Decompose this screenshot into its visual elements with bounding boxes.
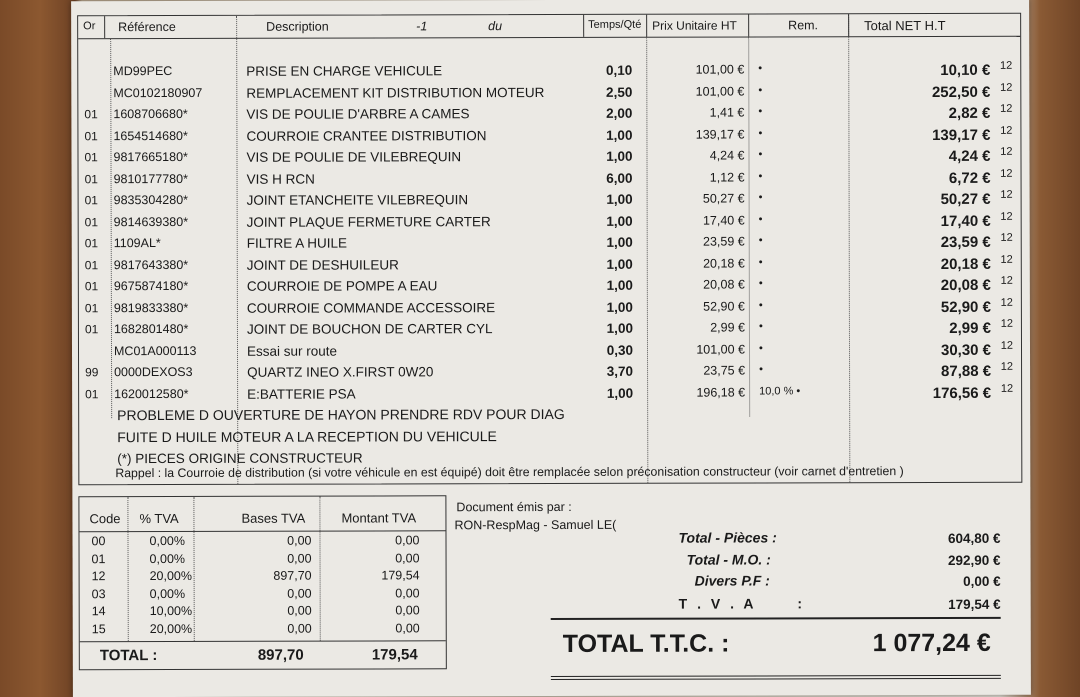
line-vat-code: 12 xyxy=(1000,145,1013,158)
line-total: 2,82 € xyxy=(948,104,991,122)
col-divider xyxy=(646,15,647,37)
vat-base: 0,00 xyxy=(287,603,312,618)
note-rappel: Rappel : la Courroie de distribution (si votre véhicule en est équipé) doit être remplacée selon préconisation constructeur (voir carnet d'entretien ) xyxy=(115,464,904,481)
line-description: JOINT DE DESHUILEUR xyxy=(246,256,399,273)
line-or: 01 xyxy=(84,171,98,186)
line-total: 20,18 € xyxy=(940,255,991,273)
line-vat-code: 12 xyxy=(1000,231,1013,244)
line-or: 01 xyxy=(85,386,99,401)
vat-code: 12 xyxy=(91,569,106,584)
line-or: 01 xyxy=(84,279,99,294)
line-unit-price: 23,75 € xyxy=(703,363,746,378)
note-origine: (*) PIECES ORIGINE CONSTRUCTEUR xyxy=(117,450,363,467)
vat-row xyxy=(80,586,446,601)
line-rem: • xyxy=(758,255,763,268)
line-rem: • xyxy=(759,363,763,376)
table-row xyxy=(79,382,1021,405)
vat-amount: 0,00 xyxy=(395,603,420,618)
vat-header-rate: % TVA xyxy=(139,510,179,527)
line-description: REMPLACEMENT KIT DISTRIBUTION MOTEUR xyxy=(246,84,545,101)
line-or: 01 xyxy=(84,128,98,143)
summary-value: 292,90 € xyxy=(947,552,1001,568)
summary-value: 179,54 € xyxy=(948,596,1001,612)
vat-amount: 0,00 xyxy=(395,550,420,565)
line-vat-code: 12 xyxy=(1000,296,1013,309)
vat-code: 01 xyxy=(91,551,106,566)
line-total: 2,99 € xyxy=(949,319,991,337)
vat-code: 00 xyxy=(91,534,106,549)
vat-table xyxy=(78,495,446,670)
line-reference: MC01A000113 xyxy=(113,343,197,358)
line-unit-price: 17,40 € xyxy=(702,212,745,228)
line-total: 139,17 € xyxy=(932,126,991,144)
line-rem: • xyxy=(758,105,763,118)
vat-header-amount: Montant TVA xyxy=(341,510,417,526)
vat-base: 0,00 xyxy=(287,586,312,601)
vat-base: 0,00 xyxy=(287,551,312,566)
issued-by-name: RON-RespMag - Samuel LE( xyxy=(454,517,617,533)
summary-label: Total - Pièces : xyxy=(678,529,777,546)
line-rem: • xyxy=(758,191,763,204)
line-rem: • xyxy=(758,169,763,182)
line-qty: 1,00 xyxy=(606,385,634,401)
line-unit-price: 101,00 € xyxy=(695,62,745,77)
line-description: FILTRE A HUILE xyxy=(246,235,348,251)
line-description: JOINT DE BOUCHON DE CARTER CYL xyxy=(246,321,493,337)
vat-total-row xyxy=(80,640,446,670)
line-total: 6,72 € xyxy=(948,169,991,187)
line-or: 01 xyxy=(84,322,99,337)
vat-base: 0,00 xyxy=(287,533,312,548)
line-qty: 1,00 xyxy=(606,213,633,229)
line-unit-price: 139,17 € xyxy=(695,126,745,142)
summary-label: Total - M.O. : xyxy=(686,551,771,568)
vat-row xyxy=(80,568,446,583)
vat-rate: 0,00% xyxy=(149,551,186,566)
line-rem: • xyxy=(758,212,763,225)
table-row xyxy=(79,232,1021,255)
table-header xyxy=(78,14,1020,39)
line-description: COURROIE COMMANDE ACCESSOIRE xyxy=(246,299,496,316)
line-rem: • xyxy=(758,234,763,247)
line-description: PRISE EN CHARGE VEHICULE xyxy=(246,63,443,79)
line-vat-code: 12 xyxy=(1000,102,1013,115)
table-row xyxy=(78,103,1020,126)
line-unit-price: 1,41 € xyxy=(709,105,745,120)
line-unit-price: 50,27 € xyxy=(702,191,745,206)
table-row xyxy=(79,296,1021,319)
line-unit-price: 101,00 € xyxy=(695,83,745,99)
line-qty: 1,00 xyxy=(606,127,633,143)
line-unit-price: 1,12 € xyxy=(709,169,745,185)
vat-header-base: Bases TVA xyxy=(241,510,306,526)
line-or: 01 xyxy=(84,193,98,208)
summary-value: 0,00 € xyxy=(963,573,1001,589)
vat-amount: 0,00 xyxy=(395,620,420,635)
grand-total-label: TOTAL T.T.C. : xyxy=(562,629,730,658)
line-qty: 0,10 xyxy=(605,62,633,78)
line-reference: 1620012580* xyxy=(114,386,189,401)
table-row xyxy=(79,275,1021,298)
line-reference: 1654514680* xyxy=(113,128,188,143)
vat-rate: 20,00% xyxy=(149,621,193,636)
line-reference: 9675874180* xyxy=(113,278,189,294)
line-reference: 9810177780* xyxy=(113,171,188,186)
vat-row xyxy=(80,621,446,636)
line-qty: 1,00 xyxy=(606,256,633,272)
header-or: Or xyxy=(83,20,96,33)
header-total: Total NET H.T xyxy=(864,17,946,34)
line-total: 17,40 € xyxy=(940,212,991,230)
summary-label: Divers P.F : xyxy=(694,572,770,589)
line-qty: 1,00 xyxy=(606,277,633,293)
summary-label: T . V . A : xyxy=(678,595,806,612)
line-vat-code: 12 xyxy=(1000,274,1013,287)
line-qty: 3,70 xyxy=(606,363,634,379)
line-vat-code: 12 xyxy=(1000,253,1013,266)
line-rem: • xyxy=(758,277,763,290)
table-row xyxy=(78,81,1020,104)
header-reference: Référence xyxy=(118,19,176,35)
line-total: 23,59 € xyxy=(940,233,991,251)
line-unit-price: 101,00 € xyxy=(696,341,746,357)
issued-by-label: Document émis par : xyxy=(456,499,572,515)
line-vat-code: 12 xyxy=(1000,188,1013,201)
line-total: 4,24 € xyxy=(948,147,991,165)
line-or: 01 xyxy=(84,236,99,251)
line-unit-price: 196,18 € xyxy=(696,384,746,400)
line-vat-code: 12 xyxy=(1000,317,1013,330)
line-vat-code: 12 xyxy=(1000,210,1013,223)
line-rem: • xyxy=(758,320,763,333)
line-or: 01 xyxy=(84,107,98,122)
vat-rate: 20,00% xyxy=(149,568,193,584)
line-unit-price: 4,24 € xyxy=(709,148,745,163)
line-description: VIS H RCN xyxy=(246,171,315,187)
line-vat-code: 12 xyxy=(999,59,1013,72)
line-qty: 0,30 xyxy=(606,342,634,358)
grand-total xyxy=(551,617,1001,680)
line-total: 87,88 € xyxy=(940,362,992,380)
col-divider xyxy=(848,14,849,36)
line-reference: 9817643380* xyxy=(113,257,189,272)
line-rem: 10,0 % • xyxy=(759,384,801,397)
col-divider xyxy=(104,16,105,38)
line-reference: MC0102180907 xyxy=(113,85,203,100)
line-rem: • xyxy=(758,83,763,96)
vat-row xyxy=(80,551,446,566)
line-or: 01 xyxy=(84,257,99,272)
line-reference: 9819833380* xyxy=(113,300,189,315)
line-reference: 9835304280* xyxy=(113,192,189,208)
vat-amount: 179,54 xyxy=(381,568,420,583)
header-qty: Temps/Qté xyxy=(588,18,642,31)
vat-total-label: TOTAL : xyxy=(99,647,158,665)
line-qty: 1,00 xyxy=(606,320,633,336)
line-unit-price: 52,90 € xyxy=(703,298,745,314)
line-description: COURROIE DE POMPE A EAU xyxy=(246,278,438,294)
table-row xyxy=(79,189,1021,212)
line-description: JOINT PLAQUE FERMETURE CARTER xyxy=(246,213,491,230)
line-qty: 1,00 xyxy=(606,234,633,250)
vat-code: 15 xyxy=(91,621,106,636)
line-unit-price: 20,18 € xyxy=(703,255,745,271)
line-vat-code: 12 xyxy=(1000,339,1014,352)
header-unit-price: Prix Unitaire HT xyxy=(652,18,737,33)
line-reference: MD99PEC xyxy=(113,63,173,79)
line-qty: 2,00 xyxy=(606,105,633,121)
note-hayon: PROBLEME D OUVERTURE DE HAYON PRENDRE RDV POUR DIAG xyxy=(117,405,565,424)
line-total: 50,27 € xyxy=(940,190,991,208)
line-or: 99 xyxy=(85,365,99,380)
line-vat-code: 12 xyxy=(1000,81,1013,94)
line-rem: • xyxy=(758,341,763,354)
line-qty: 6,00 xyxy=(606,170,633,186)
note-fuite: FUITE D HUILE MOTEUR A LA RECEPTION DU VEHICULE xyxy=(117,428,497,446)
line-reference: 1682801480* xyxy=(113,321,189,337)
header-du: du xyxy=(488,19,503,34)
header-description: Description xyxy=(266,19,329,34)
vat-header-code: Code xyxy=(89,511,121,527)
line-reference: 0000DEXOS3 xyxy=(114,364,193,380)
vat-total-base: 897,70 xyxy=(257,646,304,664)
line-qty: 1,00 xyxy=(606,191,633,207)
line-total: 20,08 € xyxy=(940,276,991,294)
vat-total-amount: 179,54 xyxy=(371,646,418,664)
line-unit-price: 2,99 € xyxy=(710,320,745,335)
table-row xyxy=(79,167,1021,190)
line-vat-code: 12 xyxy=(1000,167,1013,180)
line-description: QUARTZ INEO X.FIRST 0W20 xyxy=(247,364,434,380)
line-qty: 2,50 xyxy=(606,84,633,100)
line-qty: 1,00 xyxy=(606,299,633,315)
line-reference: 1109AL* xyxy=(113,236,161,251)
line-reference: 1608706680* xyxy=(113,106,188,122)
vat-base: 897,70 xyxy=(273,568,312,583)
vat-row xyxy=(79,533,445,548)
line-rem: • xyxy=(758,126,763,139)
vat-code: 03 xyxy=(91,586,106,601)
col-divider xyxy=(748,14,749,36)
line-total: 30,30 € xyxy=(940,341,992,359)
table-row xyxy=(79,253,1021,276)
summary-value: 604,80 € xyxy=(947,530,1001,546)
line-reference: 9817665180* xyxy=(113,149,188,165)
invoice-lines-table xyxy=(77,13,1022,485)
col-divider xyxy=(583,15,584,37)
line-description: JOINT ETANCHEITE VILEBREQUIN xyxy=(246,192,469,208)
line-rem: • xyxy=(758,62,763,75)
header-rem: Rem. xyxy=(788,18,819,33)
line-description: Essai sur route xyxy=(246,343,338,359)
line-description: E:BATTERIE PSA xyxy=(247,386,356,402)
line-total: 176,56 € xyxy=(932,384,992,402)
grand-total-value: 1 077,24 € xyxy=(872,628,991,658)
header-page-mark: -1 xyxy=(416,19,428,34)
line-qty: 1,00 xyxy=(606,148,633,164)
table-row xyxy=(79,339,1021,362)
vat-rate: 0,00% xyxy=(149,586,186,601)
vat-amount: 0,00 xyxy=(395,533,420,548)
vat-header-rule xyxy=(79,530,445,532)
line-vat-code: 12 xyxy=(1000,382,1014,395)
vat-amount: 0,00 xyxy=(395,585,420,600)
line-description: VIS DE POULIE DE VILEBREQUIN xyxy=(246,149,462,165)
line-or: 01 xyxy=(84,150,98,165)
line-rem: • xyxy=(758,298,763,311)
vat-rate: 10,00% xyxy=(149,603,193,619)
table-row xyxy=(79,361,1021,384)
invoice-paper xyxy=(71,0,1031,697)
line-total: 52,90 € xyxy=(940,298,991,316)
table-row xyxy=(78,146,1020,169)
line-or: 01 xyxy=(84,300,99,315)
vat-base: 0,00 xyxy=(287,621,312,636)
line-total: 252,50 € xyxy=(931,83,991,101)
line-vat-code: 12 xyxy=(1000,124,1013,137)
line-reference: 9814639380* xyxy=(113,214,189,229)
line-description: VIS DE POULIE D'ARBRE A CAMES xyxy=(246,106,470,122)
line-description: COURROIE CRANTEE DISTRIBUTION xyxy=(246,127,487,144)
table-row xyxy=(78,124,1020,147)
table-row xyxy=(78,60,1020,83)
table-row xyxy=(79,318,1021,341)
vat-row xyxy=(80,603,446,618)
vat-rate: 0,00% xyxy=(149,533,185,549)
line-vat-code: 12 xyxy=(1000,360,1014,373)
line-unit-price: 23,59 € xyxy=(702,234,745,249)
table-row xyxy=(79,210,1021,233)
line-rem: • xyxy=(758,148,763,161)
vat-code: 14 xyxy=(91,604,106,619)
line-unit-price: 20,08 € xyxy=(703,277,745,292)
line-or: 01 xyxy=(84,214,99,229)
line-total: 10,10 € xyxy=(940,61,991,79)
